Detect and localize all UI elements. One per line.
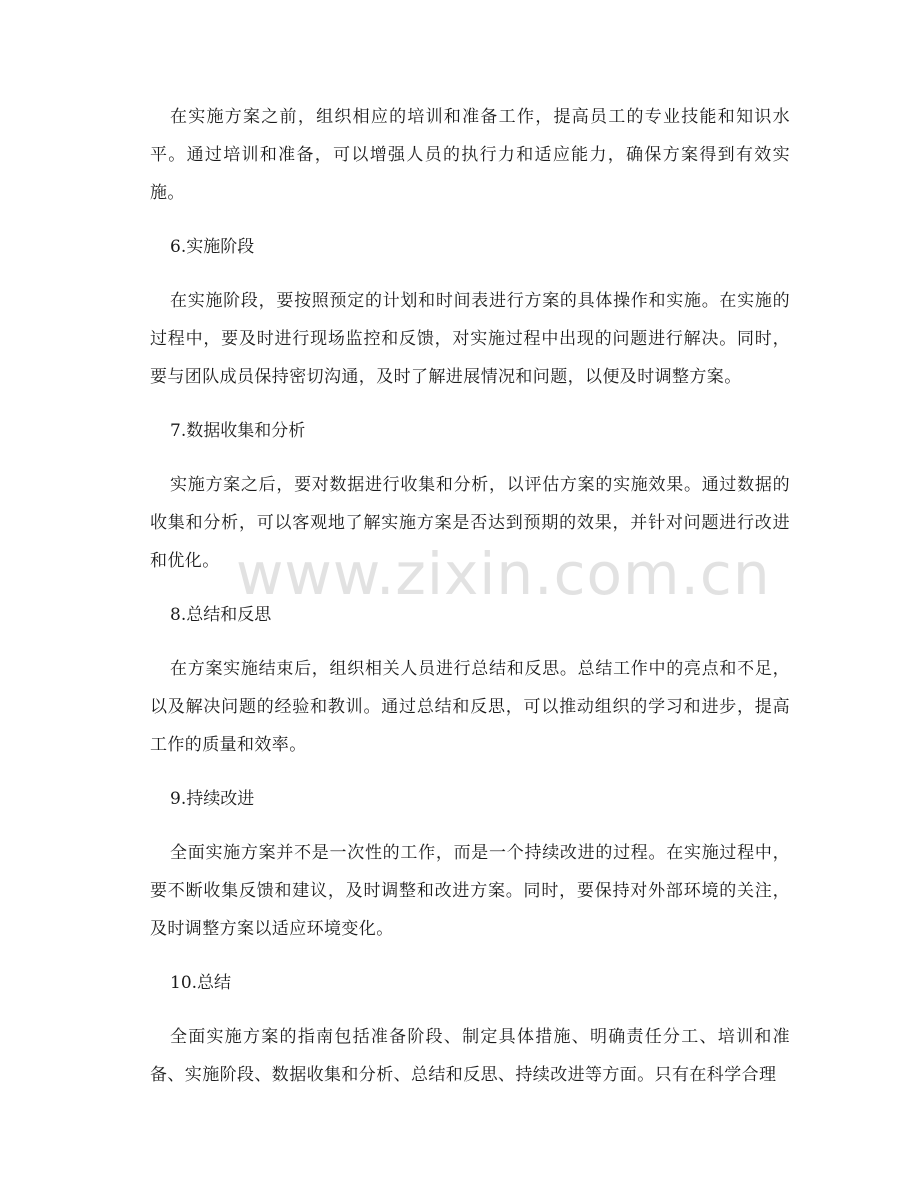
watermark-text: www.zixin.com.cn <box>236 540 771 608</box>
heading-section-8: 8.总结和反思 <box>170 605 272 625</box>
paragraph-conclusion: 全面实施方案的指南包括准备阶段、制定具体措施、明确责任分工、培训和准备、实施阶段、数据收集和分析、总结和反思、持续改进等方面。只有在科学合理 <box>150 1027 790 1085</box>
heading-section-7: 7.数据收集和分析 <box>170 421 306 441</box>
paragraph-data-analysis: 实施方案之后，要对数据进行收集和分析，以评估方案的实施效果。通过数据的收集和分析，可以客观地了解实施方案是否达到预期的效果，并针对问题进行改进和优化。 <box>150 475 790 571</box>
heading-section-9: 9.持续改进 <box>170 789 255 809</box>
paragraph-training: 在实施方案之前，组织相应的培训和准备工作，提高员工的专业技能和知识水平。通过培训和准备，可以增强人员的执行力和适应能力，确保方案得到有效实施。 <box>150 107 790 203</box>
heading-section-10: 10.总结 <box>170 973 232 993</box>
paragraph-implementation: 在实施阶段，要按照预定的计划和时间表进行方案的具体操作和实施。在实施的过程中，要及时进行现场监控和反馈，对实施过程中出现的问题进行解决。同时，要与团队成员保持密切沟通，及时了解进展情况和问题，以便及时调整方案。 <box>150 291 790 387</box>
paragraph-continuous-improvement: 全面实施方案并不是一次性的工作，而是一个持续改进的过程。在实施过程中，要不断收集反馈和建议，及时调整和改进方案。同时，要保持对外部环境的关注，及时调整方案以适应环境变化。 <box>150 843 790 939</box>
heading-section-6: 6.实施阶段 <box>170 237 255 257</box>
paragraph-summary-reflection: 在方案实施结束后，组织相关人员进行总结和反思。总结工作中的亮点和不足，以及解决问题的经验和教训。通过总结和反思，可以推动组织的学习和进步，提高工作的质量和效率。 <box>150 659 790 755</box>
document-body <box>150 98 790 1094</box>
